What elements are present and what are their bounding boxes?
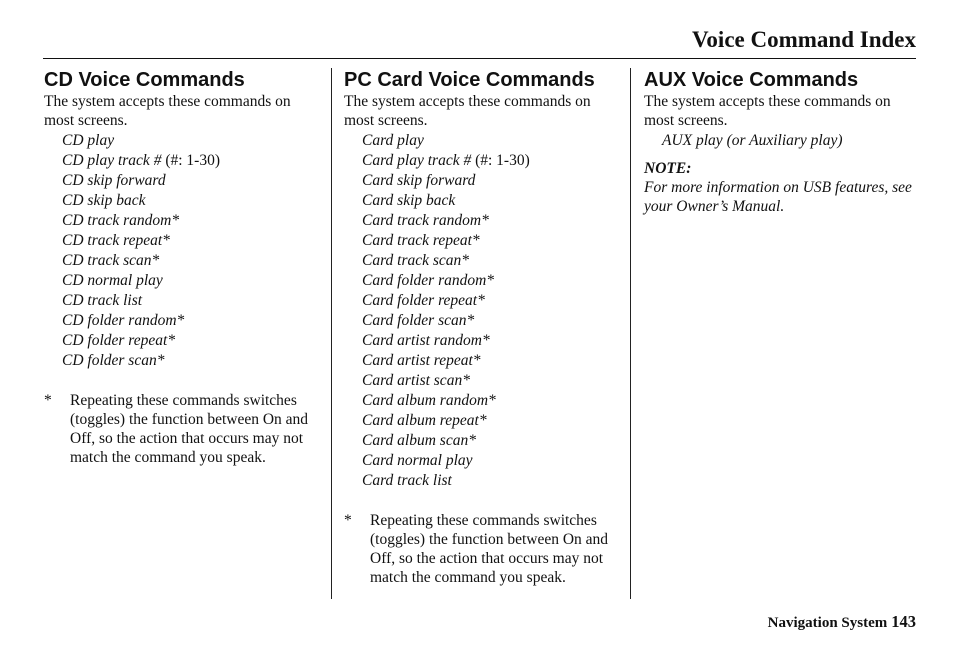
command-item <box>62 271 319 291</box>
command-item <box>362 291 619 311</box>
cd-voice-commands-section <box>44 68 319 467</box>
command-item <box>662 131 924 151</box>
command-item <box>362 471 619 491</box>
command-text: Card folder repeat* <box>362 292 485 309</box>
command-item <box>362 311 619 331</box>
command-note: (#: 1-30) <box>471 152 530 169</box>
section-heading: CD Voice Commands <box>44 69 245 91</box>
command-text: Card skip back <box>362 192 456 209</box>
note-label: NOTE: <box>644 160 692 177</box>
column-divider-2 <box>630 68 631 599</box>
command-item <box>62 191 319 211</box>
section-heading: PC Card Voice Commands <box>344 69 595 91</box>
command-text: Card album scan* <box>362 432 476 449</box>
command-text: Card play <box>362 132 424 149</box>
command-text: Card normal play <box>362 452 473 469</box>
page-number: 143 <box>891 612 916 631</box>
command-item <box>362 271 619 291</box>
command-text: Card artist repeat* <box>362 352 481 369</box>
command-item <box>362 231 619 251</box>
command-item <box>362 331 619 351</box>
command-list <box>44 131 319 371</box>
command-text: Card track random* <box>362 212 489 229</box>
command-text: CD track scan* <box>62 252 160 269</box>
command-note: (#: 1-30) <box>161 152 220 169</box>
pc-card-voice-commands-section <box>344 68 619 587</box>
command-item <box>362 351 619 371</box>
footnote <box>344 511 619 587</box>
section-intro: The system accepts these commands on most screens. <box>44 93 291 129</box>
command-list <box>644 131 924 151</box>
command-item <box>62 151 319 171</box>
section-intro: The system accepts these commands on most screens. <box>644 93 891 129</box>
command-text: AUX play (or Auxiliary play) <box>662 132 843 149</box>
section-heading: AUX Voice Commands <box>644 69 859 91</box>
command-item <box>362 211 619 231</box>
command-item <box>362 371 619 391</box>
command-item <box>362 451 619 471</box>
command-item <box>362 151 619 171</box>
command-item <box>62 291 319 311</box>
footnote-text: Repeating these commands switches (toggles) the function between On and Off, so the action that occurs may not match the command you speak. <box>70 392 309 466</box>
command-text: CD play <box>62 132 115 149</box>
command-item <box>362 191 619 211</box>
command-text: CD folder scan* <box>62 352 165 369</box>
command-text: Card artist random* <box>362 332 490 349</box>
command-text: Card track list <box>362 472 452 489</box>
command-list <box>344 131 619 491</box>
command-text: CD track repeat* <box>62 232 170 249</box>
command-item <box>62 311 319 331</box>
command-text: Card track scan* <box>362 252 470 269</box>
command-item <box>62 251 319 271</box>
command-text: CD normal play <box>62 272 163 289</box>
footnote <box>44 391 319 467</box>
command-item <box>62 331 319 351</box>
command-item <box>362 411 619 431</box>
header-rule <box>43 58 916 59</box>
command-text: CD track random* <box>62 212 180 229</box>
command-text: CD folder repeat* <box>62 332 176 349</box>
command-text: CD skip forward <box>62 172 166 189</box>
aux-voice-commands-section <box>644 68 924 216</box>
note-text: For more information on USB features, see your Owner’s Manual. <box>644 179 912 215</box>
column-divider-1 <box>331 68 332 599</box>
command-text: Card folder random* <box>362 272 495 289</box>
command-text: Card folder scan* <box>362 312 475 329</box>
command-text: Card skip forward <box>362 172 476 189</box>
command-item <box>362 131 619 151</box>
command-text: Card album repeat* <box>362 412 487 429</box>
command-item <box>362 251 619 271</box>
footnote-mark: * <box>44 392 52 409</box>
command-text: CD play track # <box>62 152 162 169</box>
section-intro: The system accepts these commands on most screens. <box>344 93 591 129</box>
command-text: Card track repeat* <box>362 232 480 249</box>
command-text: Card artist scan* <box>362 372 470 389</box>
footnote-text: Repeating these commands switches (toggles) the function between On and Off, so the action that occurs may not match the command you speak. <box>370 512 609 586</box>
command-text: CD folder random* <box>62 312 185 329</box>
command-text: CD track list <box>62 292 143 309</box>
command-text: Card album random* <box>362 392 496 409</box>
footnote-mark: * <box>344 512 352 529</box>
footer-section-name: Navigation System <box>767 615 888 631</box>
command-item <box>62 171 319 191</box>
command-item <box>62 211 319 231</box>
command-item <box>62 131 319 151</box>
page-title: Voice Command Index <box>691 27 916 52</box>
command-item <box>62 351 319 371</box>
command-item <box>362 171 619 191</box>
command-item <box>362 431 619 451</box>
command-item <box>62 231 319 251</box>
command-text: Card play track # <box>362 152 472 169</box>
page-footer <box>768 612 916 632</box>
command-text: CD skip back <box>62 192 146 209</box>
command-item <box>362 391 619 411</box>
